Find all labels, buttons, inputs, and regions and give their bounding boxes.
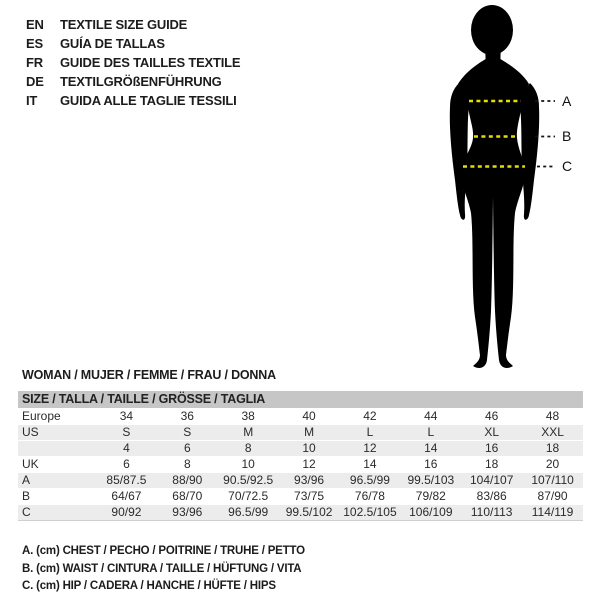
size-cell: 102.5/105 <box>343 505 397 519</box>
table-row-europe <box>18 409 583 425</box>
size-cell: 18 <box>485 457 499 471</box>
size-cell: 104/107 <box>469 473 514 487</box>
size-cell: 16 <box>485 441 499 455</box>
size-cell: S <box>122 425 131 439</box>
language-code: IT <box>26 93 38 108</box>
size-table <box>18 391 583 521</box>
size-cell: 90/92 <box>111 505 142 519</box>
size-cell: 8 <box>244 441 252 455</box>
marker-label-a: A <box>562 93 572 109</box>
language-title: TEXTILE SIZE GUIDE <box>60 17 188 32</box>
legend-waist: B. (cm) WAIST / CINTURA / TAILLE / HÜFTUNG / VITA <box>22 562 302 575</box>
size-cell: 90.5/92.5 <box>223 473 274 487</box>
row-label: US <box>22 425 39 439</box>
measurement-legend <box>22 543 305 596</box>
size-cell: 96.5/99 <box>349 473 390 487</box>
size-cell: 36 <box>180 409 194 423</box>
size-cell: 12 <box>363 441 377 455</box>
size-cell: 10 <box>241 457 255 471</box>
size-cell: 83/86 <box>476 489 507 503</box>
size-cell: 4 <box>123 441 130 455</box>
language-row-it <box>26 91 240 110</box>
language-code: FR <box>26 55 43 70</box>
size-cell: 106/109 <box>409 505 453 519</box>
table-row-uk <box>18 457 583 473</box>
marker-label-b: B <box>562 128 572 144</box>
size-cell: 14 <box>424 441 438 455</box>
size-cell: 64/67 <box>111 489 142 503</box>
language-title: GUIDE DES TAILLES TEXTILE <box>60 55 241 70</box>
language-code: DE <box>26 74 44 89</box>
language-title: GUIDA ALLE TAGLIE TESSILI <box>60 93 237 108</box>
woman-silhouette-figure <box>400 0 600 380</box>
size-cell: 93/96 <box>172 505 203 519</box>
legend-chest: A. (cm) CHEST / PECHO / POITRINE / TRUHE / PETTO <box>22 545 305 557</box>
size-cell: 14 <box>363 457 377 471</box>
size-cell: XL <box>484 425 500 439</box>
size-cell: 68/70 <box>172 489 203 503</box>
size-cell: 76/78 <box>354 489 385 503</box>
size-cell: M <box>304 425 315 439</box>
size-cell: M <box>243 425 254 439</box>
size-cell: 88/90 <box>172 473 203 487</box>
size-cell: 8 <box>183 457 191 471</box>
size-cell: 42 <box>363 409 377 423</box>
table-row-waist-b <box>18 489 583 505</box>
table-row-chest-a <box>18 473 583 489</box>
language-row-fr <box>26 53 240 72</box>
size-cell: 16 <box>424 457 438 471</box>
size-cell: XXL <box>541 425 564 439</box>
size-cell: 20 <box>545 457 560 471</box>
size-cell: 6 <box>183 441 191 455</box>
size-cell: L <box>427 425 435 439</box>
size-cell: 99.5/103 <box>407 473 455 487</box>
language-row-en <box>26 15 240 34</box>
size-cell: 87/90 <box>537 489 568 503</box>
size-cell: 48 <box>545 409 560 423</box>
language-row-es <box>26 34 240 53</box>
size-cell: 85/87.5 <box>106 473 147 487</box>
size-cell: 93/96 <box>294 473 325 487</box>
size-cell: 44 <box>424 409 438 423</box>
size-cell: 107/110 <box>531 473 574 487</box>
size-cell: 6 <box>123 457 130 471</box>
table-row-hip-c <box>18 505 583 521</box>
size-cell: 114/119 <box>531 505 574 519</box>
language-title: TEXTILGRÖßENFÜHRUNG <box>60 74 222 89</box>
row-label: C <box>22 505 31 519</box>
size-cell: 38 <box>241 409 255 423</box>
size-cell: 79/82 <box>415 489 446 503</box>
row-label: UK <box>22 457 39 471</box>
language-row-de <box>26 72 240 91</box>
size-cell: 96.5/99 <box>228 505 269 519</box>
size-cell: 46 <box>485 409 499 423</box>
language-code: EN <box>26 17 44 32</box>
row-label: B <box>22 489 31 503</box>
size-cell: 110/113 <box>470 505 513 519</box>
size-cell: 70/72.5 <box>228 489 269 503</box>
table-row-us <box>18 425 583 441</box>
size-cell: 34 <box>119 409 134 423</box>
table-header: SIZE / TALLA / TAILLE / GRÖSSE / TAGLIA <box>18 391 583 408</box>
language-code: ES <box>26 36 43 51</box>
size-cell: 99.5/102 <box>285 505 333 519</box>
woman-silhouette <box>450 5 539 368</box>
row-label: Europe <box>22 409 61 423</box>
legend-hip: C. (cm) HIP / CADERA / HANCHE / HÜFTE / HIPS <box>22 580 276 592</box>
table-row-us-numeric <box>18 441 583 457</box>
row-label: A <box>22 473 31 487</box>
language-title: GUÍA DE TALLAS <box>60 36 165 51</box>
size-cell: 40 <box>302 409 316 423</box>
size-cell: 73/75 <box>294 489 325 503</box>
row-label <box>18 441 96 456</box>
language-title-block <box>26 15 240 110</box>
size-cell: 12 <box>302 457 316 471</box>
size-cell: 10 <box>302 441 316 455</box>
section-title: WOMAN / MUJER / FEMME / FRAU / DONNA <box>22 368 276 382</box>
size-cell: 18 <box>545 441 560 455</box>
size-cell: S <box>183 425 192 439</box>
marker-label-c: C <box>562 158 573 174</box>
size-cell: L <box>366 425 374 439</box>
